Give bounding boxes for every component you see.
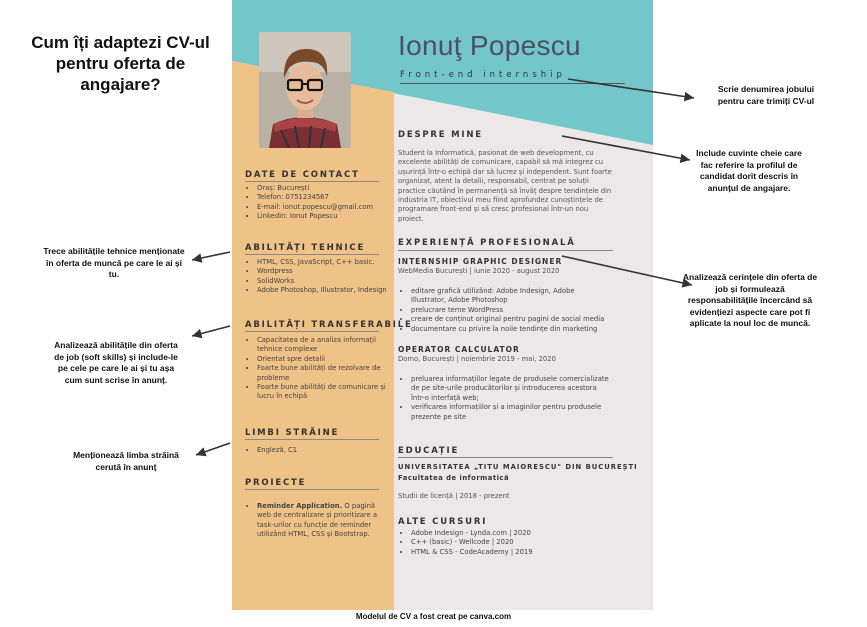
list-item: • preluarea informațiilor legate de produsele comercializate de pe site-urile producătorilor și introducerea acestora într-o interfață web; [411, 375, 612, 403]
arrow [568, 79, 694, 98]
list-item: • verificarea informațiilor și a imaginilor pentru produsele prezente pe site [411, 403, 612, 422]
projects-heading: PROIECTE [245, 478, 307, 488]
list-item: • Foarte bune abilități de rezolvare de probleme [257, 364, 386, 383]
note-tech-skills: Trece abilitățile tehnice menționate în oferta de muncă pe care le ai și tu. [43, 246, 185, 279]
about-text: Student la Informatică, pasionat de web development, cu excelente abilități de comunicare, capabil să mă integrez cu ușurință într-o echipă dar să lucrez și independent. Sunt foarte organizat, atent la detalii, responsabil, centrat pe soluții practice căutând în permanență să învăț despre tendințele din industria IT, obiectivul meu fiind aprofundez cunoștințele de programare front-end și să cresc profesional într-un nou proiect. [398, 149, 612, 223]
list-item: • Wordpress [257, 267, 391, 276]
arrow [562, 136, 690, 160]
job-meta: Domo, București | noiembrie 2019 - mai, 2020 [398, 355, 556, 363]
note-language: Menționează limba străină cerută în anunț [73, 450, 179, 472]
courses-heading: ALTE CURSURI [398, 517, 488, 527]
note-keywords: Include cuvinte cheie care fac referire la profilul de candidat dorit descris în anunțul de angajare. [696, 148, 802, 193]
cv-name: Ionuţ Popescu [398, 30, 581, 61]
list-item: • editare grafică utilizând: Adobe Indesign, Adobe Illustrator, Adobe Photoshop [411, 287, 610, 306]
tech-skills-heading: ABILITĂȚI TEHNICE [245, 243, 366, 253]
list-item: • C++ (basic) - Wellcode | 2020 [411, 538, 610, 547]
arrow [192, 326, 230, 336]
contact-phone: • Telefon: 0751234567 [257, 193, 386, 202]
list-item: • Orientat spre detalii [257, 355, 386, 364]
note-requirements: Analizează cerințele din oferta de job și formulează responsabilitățile încercând să evidențiezi aspecte care pot fi aplicate la noul loc de muncă. [682, 272, 818, 328]
cv-role: Front-end internship [400, 70, 566, 80]
project-description: O pagină web de centralizare și prioritizare a task-urilor cu funcție de reminder utilizând HTML, CSS și Bootstrap. [257, 502, 378, 539]
note-soft-skills: Analizează abilitățile din oferta de job (soft skills) și include-le pe cele pe care le ai și tu așa cum sunt scrise în anunț. [54, 340, 178, 385]
contact-linkedin[interactable]: • Linkedin: Ionut Popescu [257, 212, 386, 221]
contact-heading: DATE DE CONTACT [245, 170, 360, 180]
arrow [192, 252, 230, 260]
job-title: INTERNSHIP GRAPHIC DESIGNER [398, 257, 563, 266]
list-item: • Foarte bune abilități de comunicare și lucru în echipă [257, 383, 386, 402]
faculty-name: Facultatea de informatică [398, 474, 510, 482]
contact-city: • Oraș: București [257, 184, 386, 193]
languages-heading: LIMBI STRĂINE [245, 428, 340, 438]
arrow [196, 443, 230, 455]
list-item: • Engleză, C1 [257, 446, 386, 455]
transferable-skills-heading: ABILITĂȚI TRANSFERABILE [245, 320, 413, 330]
education-heading: EDUCAȚIE [398, 446, 460, 456]
experience-heading: EXPERIENȚĂ PROFESIONALĂ [398, 238, 576, 248]
list-item: • creare de conținut original pentru pagini de social media [411, 315, 610, 324]
project-title: Reminder Application. [257, 502, 343, 510]
list-item: • Adobe Indesign - Lynda.com | 2020 [411, 529, 610, 538]
arrow [562, 256, 692, 285]
list-item: • Adobe Photoshop, Illustrator, Indesign [257, 286, 391, 295]
job-meta: WebMedia București | iunie 2020 - august 2020 [398, 267, 560, 275]
studies-period: Studii de licență | 2018 - prezent [398, 492, 510, 500]
list-item: • HTML & CSS - CodeAcademy | 2019 [411, 548, 610, 557]
list-item: • prelucrare teme WordPress [411, 306, 610, 315]
list-item: • SolidWorks [257, 277, 391, 286]
list-item: • HTML, CSS, JavaScript, C++ basic. [257, 258, 391, 267]
job-title: OPERATOR CALCULATOR [398, 345, 520, 354]
page-title: Cum îți adaptezi CV-ul pentru oferta de angajare? [31, 33, 210, 94]
university-name: UNIVERSITATEA „TITU MAIORESCU" DIN BUCUREȘTI [398, 463, 638, 471]
list-item: • documentare cu privire la noile tendințe din marketing [411, 325, 610, 334]
contact-email: • E-mail: ionut.popescu@gmail.com [257, 203, 386, 212]
note-job-title: Scrie denumirea jobului pentru care trimiți CV-ul [717, 84, 815, 106]
template-credit: Modelul de CV a fost creat pe canva.com [355, 612, 512, 621]
list-item: • Capacitatea de a analiza informații tehnice complexe [257, 336, 386, 355]
about-heading: DESPRE MINE [398, 130, 483, 140]
